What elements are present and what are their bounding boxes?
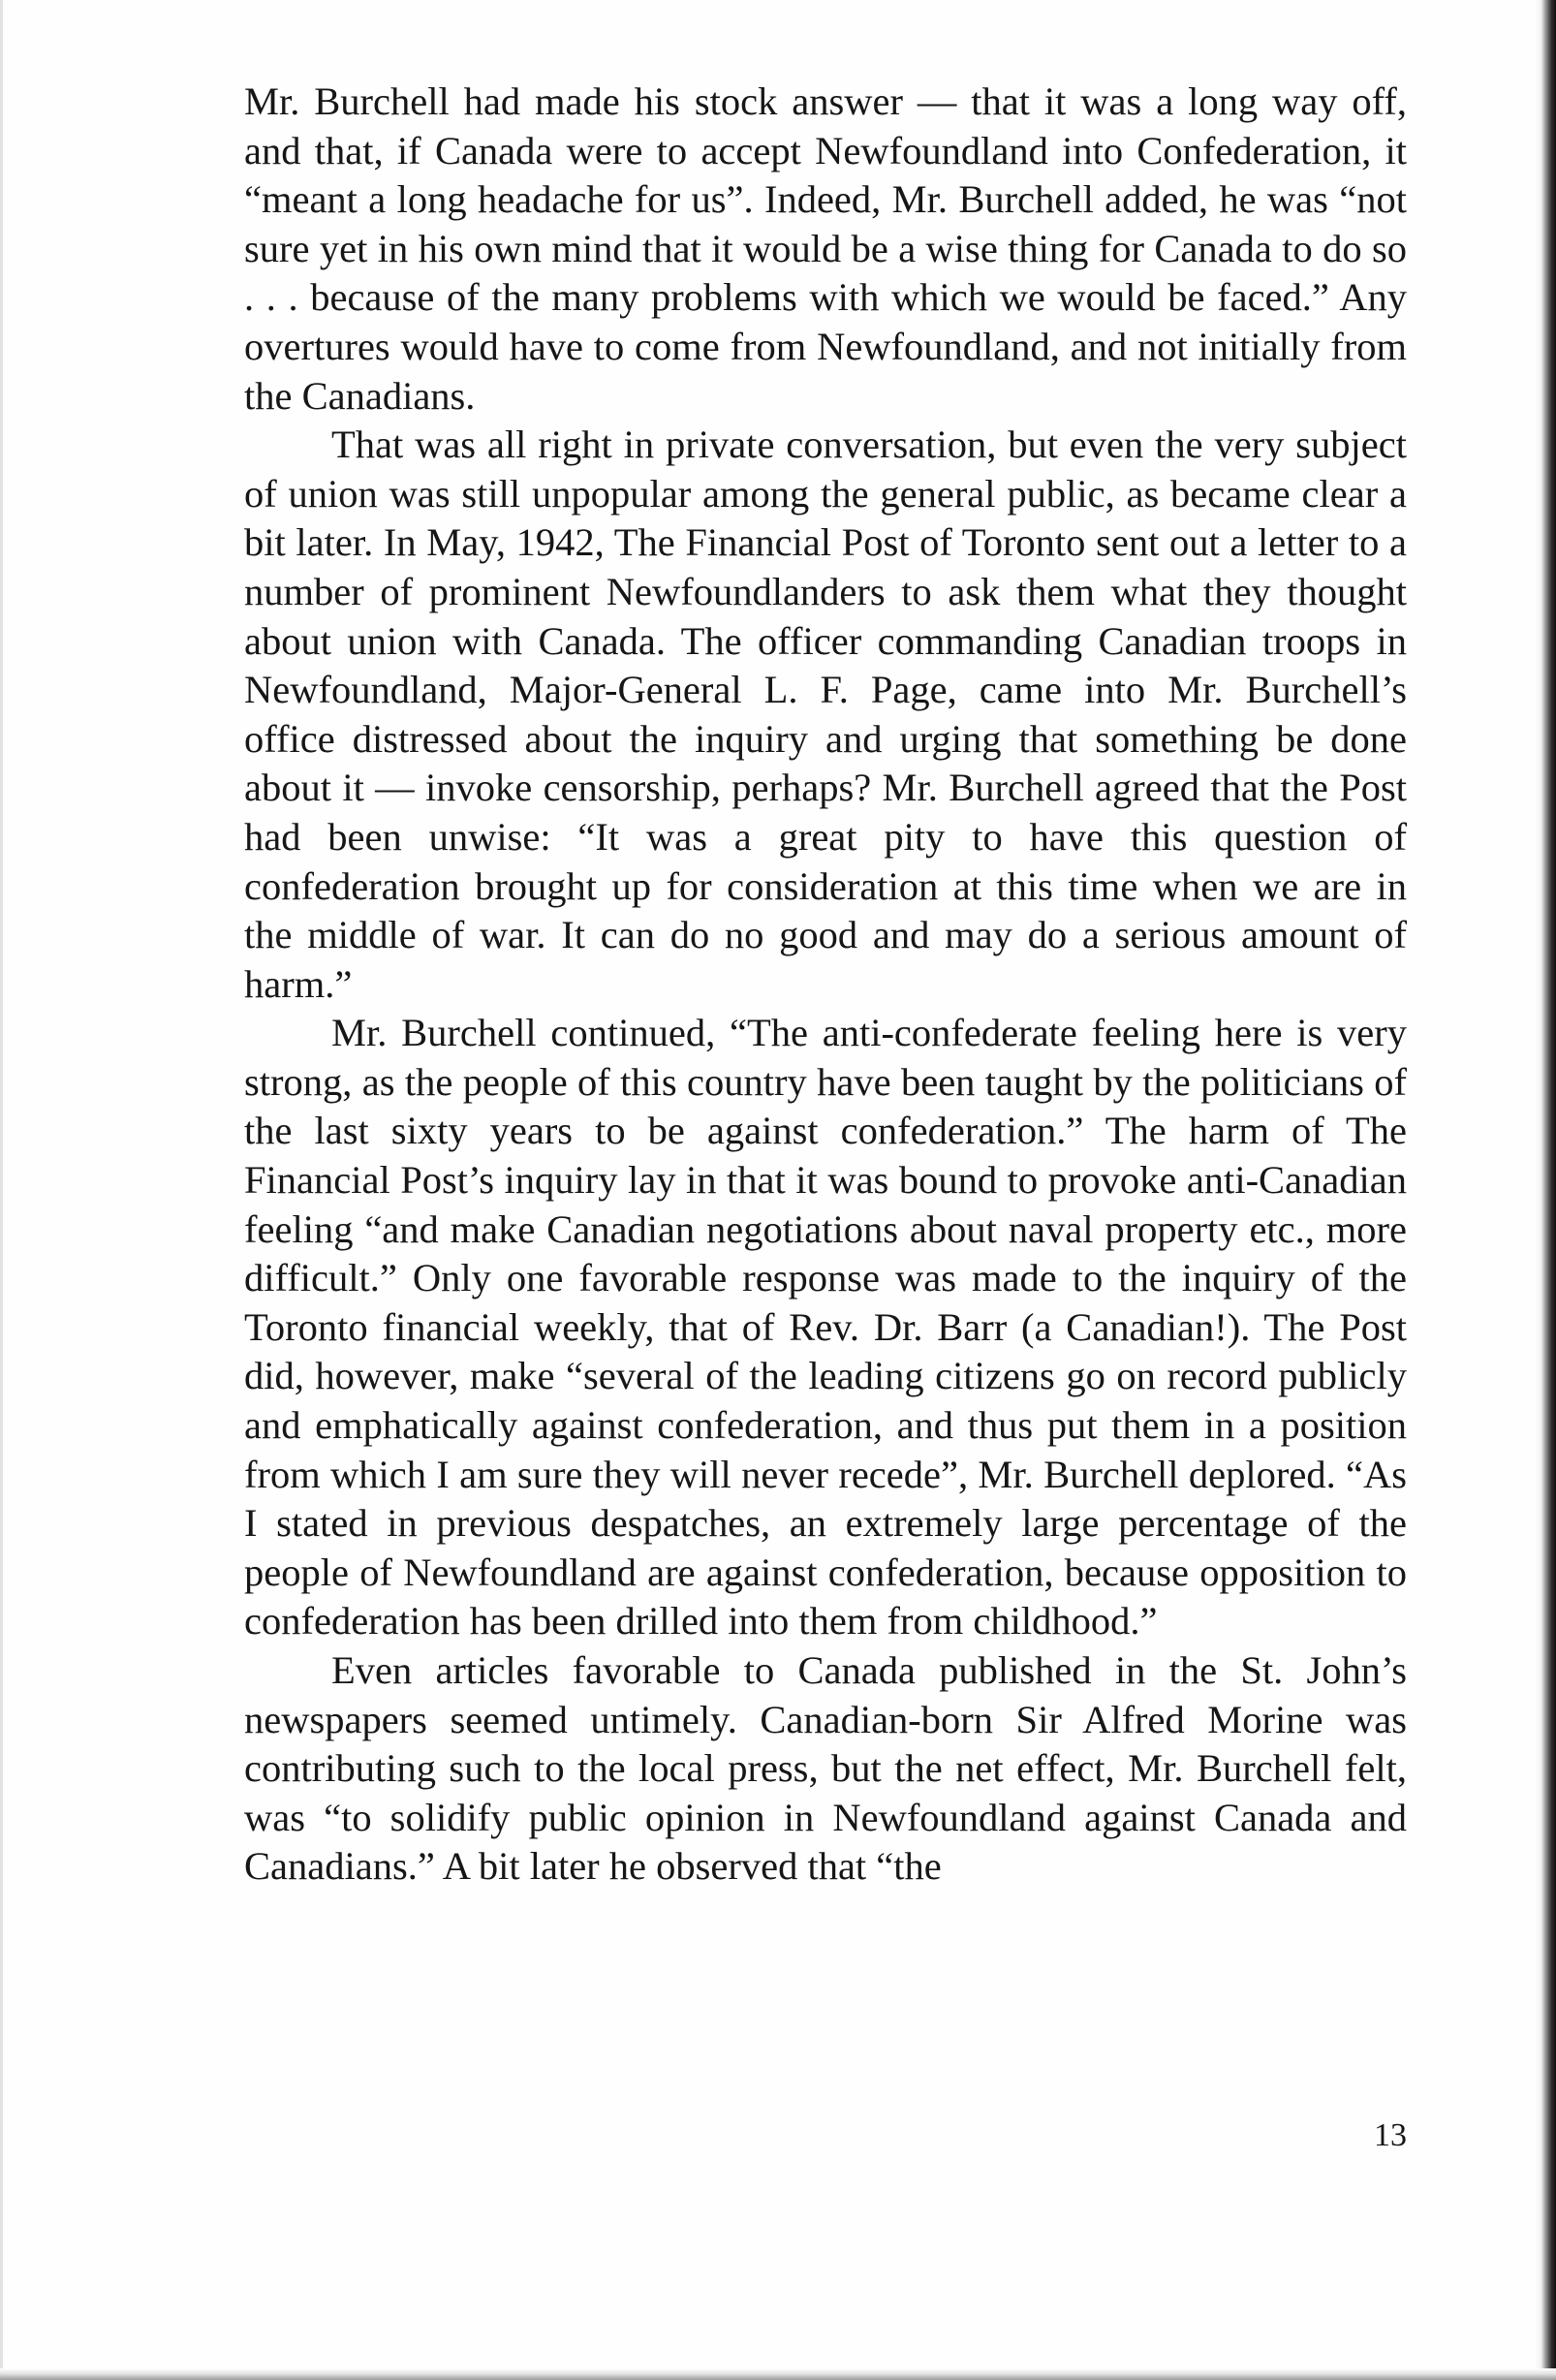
body-text <box>244 78 1407 1892</box>
page-left-edge <box>0 0 3 2380</box>
paragraph-4: Even articles favorable to Canada published in the St. John’s newspapers seemed untimely. Canadian-born Sir Alfred Morine was contributing such to the local press, but the net effect, Mr. Burchell felt, was “to solidify public opinion in Newfoundland against Canada and Canadians.” A bit later he observed that “the <box>244 1648 1407 1889</box>
page-number: 13 <box>1374 2117 1407 2153</box>
paragraph-2: That was all right in private conversation, but even the very subject of union was still unpopular among the general public, as became clear a bit later. In May, 1942, The Financial Post of Toronto sent out a letter to a number of prominent Newfoundlanders to ask them what they thought about union with Canada. The officer commanding Canadian troops in Newfoundland, Major-General L. F. Page, came into Mr. Burchell’s office distressed about the inquiry and urging that something be done about it — invoke censorship, perhaps? Mr. Burchell agreed that the Post had been unwise: “It was a great pity to have this question of confederation brought up for consideration at this time when we are in the middle of war. It can do no good and may do a serious amount of harm.” <box>244 423 1407 1006</box>
page-bottom-edge <box>0 2368 1556 2380</box>
paragraph-1: Mr. Burchell had made his stock answer — that it was a long way off, and that, if Canada were to accept Newfoundland into Confederation, it “meant a long headache for us”. Indeed, Mr. Burchell added, he was “not sure yet in his own mind that it would be a wise thing for Canada to do so . . . because of the many problems with which we would be faced.” Any overtures would have to come from Newfoundland, and not initially from the Canadians. <box>244 79 1407 418</box>
page-binding-shadow <box>1535 0 1556 2380</box>
paragraph-3: Mr. Burchell continued, “The anti-confederate feeling here is very strong, as the people of this country have been taught by the politicians of the last sixty years to be against confederation.” The harm of The Financial Post’s inquiry lay in that it was bound to provoke anti-Canadian feeling “and make Canadian negotiations about naval property etc., more difficult.” Only one favorable response was made to the inquiry of the Toronto financial weekly, that of Rev. Dr. Barr (a Canadian!). The Post did, however, make “several of the leading citizens go on record publicly and emphatically against confederation, and thus put them in a position from which I am sure they will never recede”, Mr. Burchell deplored. “As I stated in previous despatches, an extremely large percentage of the people of Newfoundland are against confederation, because opposition to confederation has been drilled into them from childhood.” <box>244 1011 1407 1644</box>
